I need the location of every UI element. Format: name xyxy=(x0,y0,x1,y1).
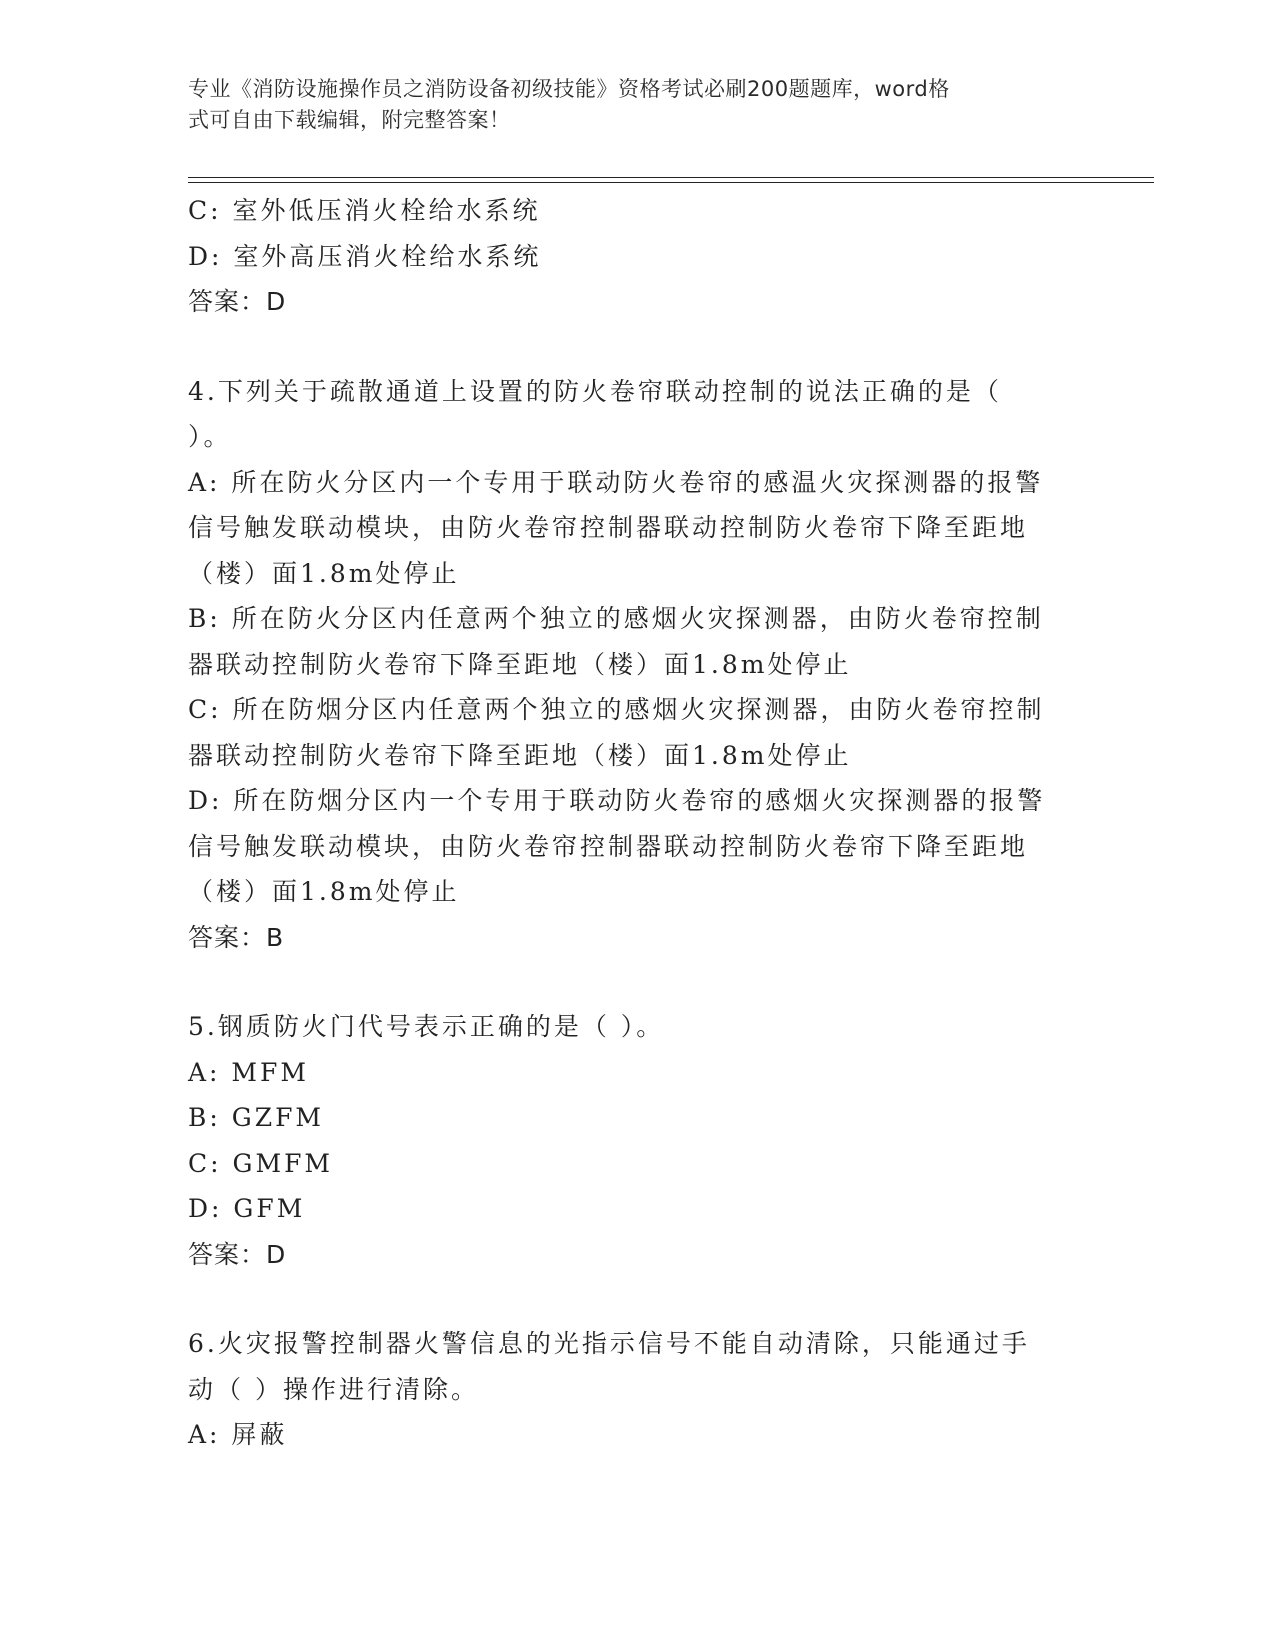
option-b: 器联动控制防火卷帘下降至距地（楼）面1.8m处停止 xyxy=(188,649,852,679)
header-line-1: 专业《消防设施操作员之消防设备初级技能》资格考试必刷200题题库，word格 xyxy=(188,77,950,101)
option-d: D: 所在防烟分区内一个专用于联动防火卷帘的感烟火灾探测器的报警 xyxy=(188,786,1046,815)
question-stem: 6.火灾报警控制器火警信息的光指示信号不能自动清除，只能通过手 xyxy=(188,1329,1030,1358)
option-c: C: 所在防烟分区内任意两个独立的感烟火灾探测器，由防火卷帘控制 xyxy=(188,695,1045,724)
question-3-tail xyxy=(188,188,1088,325)
option-c: C: GMFM xyxy=(188,1148,334,1178)
header-divider-bottom xyxy=(188,182,1154,183)
question-spacer xyxy=(188,1277,1088,1321)
option-b: B: 所在防火分区内任意两个独立的感烟火灾探测器，由防火卷帘控制 xyxy=(188,604,1044,633)
option-b: B: GZFM xyxy=(188,1103,325,1132)
option-d: 信号触发联动模块，由防火卷帘控制器联动控制防火卷帘下降至距地 xyxy=(188,831,1029,861)
answer: 答案：B xyxy=(188,922,285,952)
option-c: 器联动控制防火卷帘下降至距地（楼）面1.8m处停止 xyxy=(188,740,852,770)
question-content xyxy=(188,188,1088,1458)
option-d: D: GFM xyxy=(188,1194,306,1223)
option-a: （楼）面1.8m处停止 xyxy=(188,558,460,588)
question-stem: 5.钢质防火门代号表示正确的是（ ）。 xyxy=(188,1012,665,1041)
question-5 xyxy=(188,1004,1088,1277)
question-spacer xyxy=(188,325,1088,369)
question-spacer xyxy=(188,960,1088,1004)
option-c: C: 室外低压消火栓给水系统 xyxy=(188,196,541,225)
option-d: D: 室外高压消火栓给水系统 xyxy=(188,241,542,271)
option-a: 信号触发联动模块，由防火卷帘控制器联动控制防火卷帘下降至距地 xyxy=(188,513,1029,542)
question-4 xyxy=(188,369,1088,961)
question-6 xyxy=(188,1321,1088,1458)
question-stem: 4.下列关于疏散通道上设置的防火卷帘联动控制的说法正确的是（ xyxy=(188,376,1002,406)
question-stem: 动（ ）操作进行清除。 xyxy=(188,1374,479,1404)
document-header xyxy=(188,74,1068,136)
option-a: A: 屏蔽 xyxy=(188,1420,288,1449)
header-divider-top xyxy=(188,177,1154,178)
option-d: （楼）面1.8m处停止 xyxy=(188,877,460,906)
answer: 答案：D xyxy=(188,1239,287,1269)
option-a: A: 所在防火分区内一个专用于联动防火卷帘的感温火灾探测器的报警 xyxy=(188,467,1044,497)
option-a: A: MFM xyxy=(188,1057,309,1087)
header-line-2: 式可自由下载编辑，附完整答案！ xyxy=(188,108,511,132)
question-stem: ）。 xyxy=(188,422,232,451)
answer: 答案：D xyxy=(188,287,287,316)
